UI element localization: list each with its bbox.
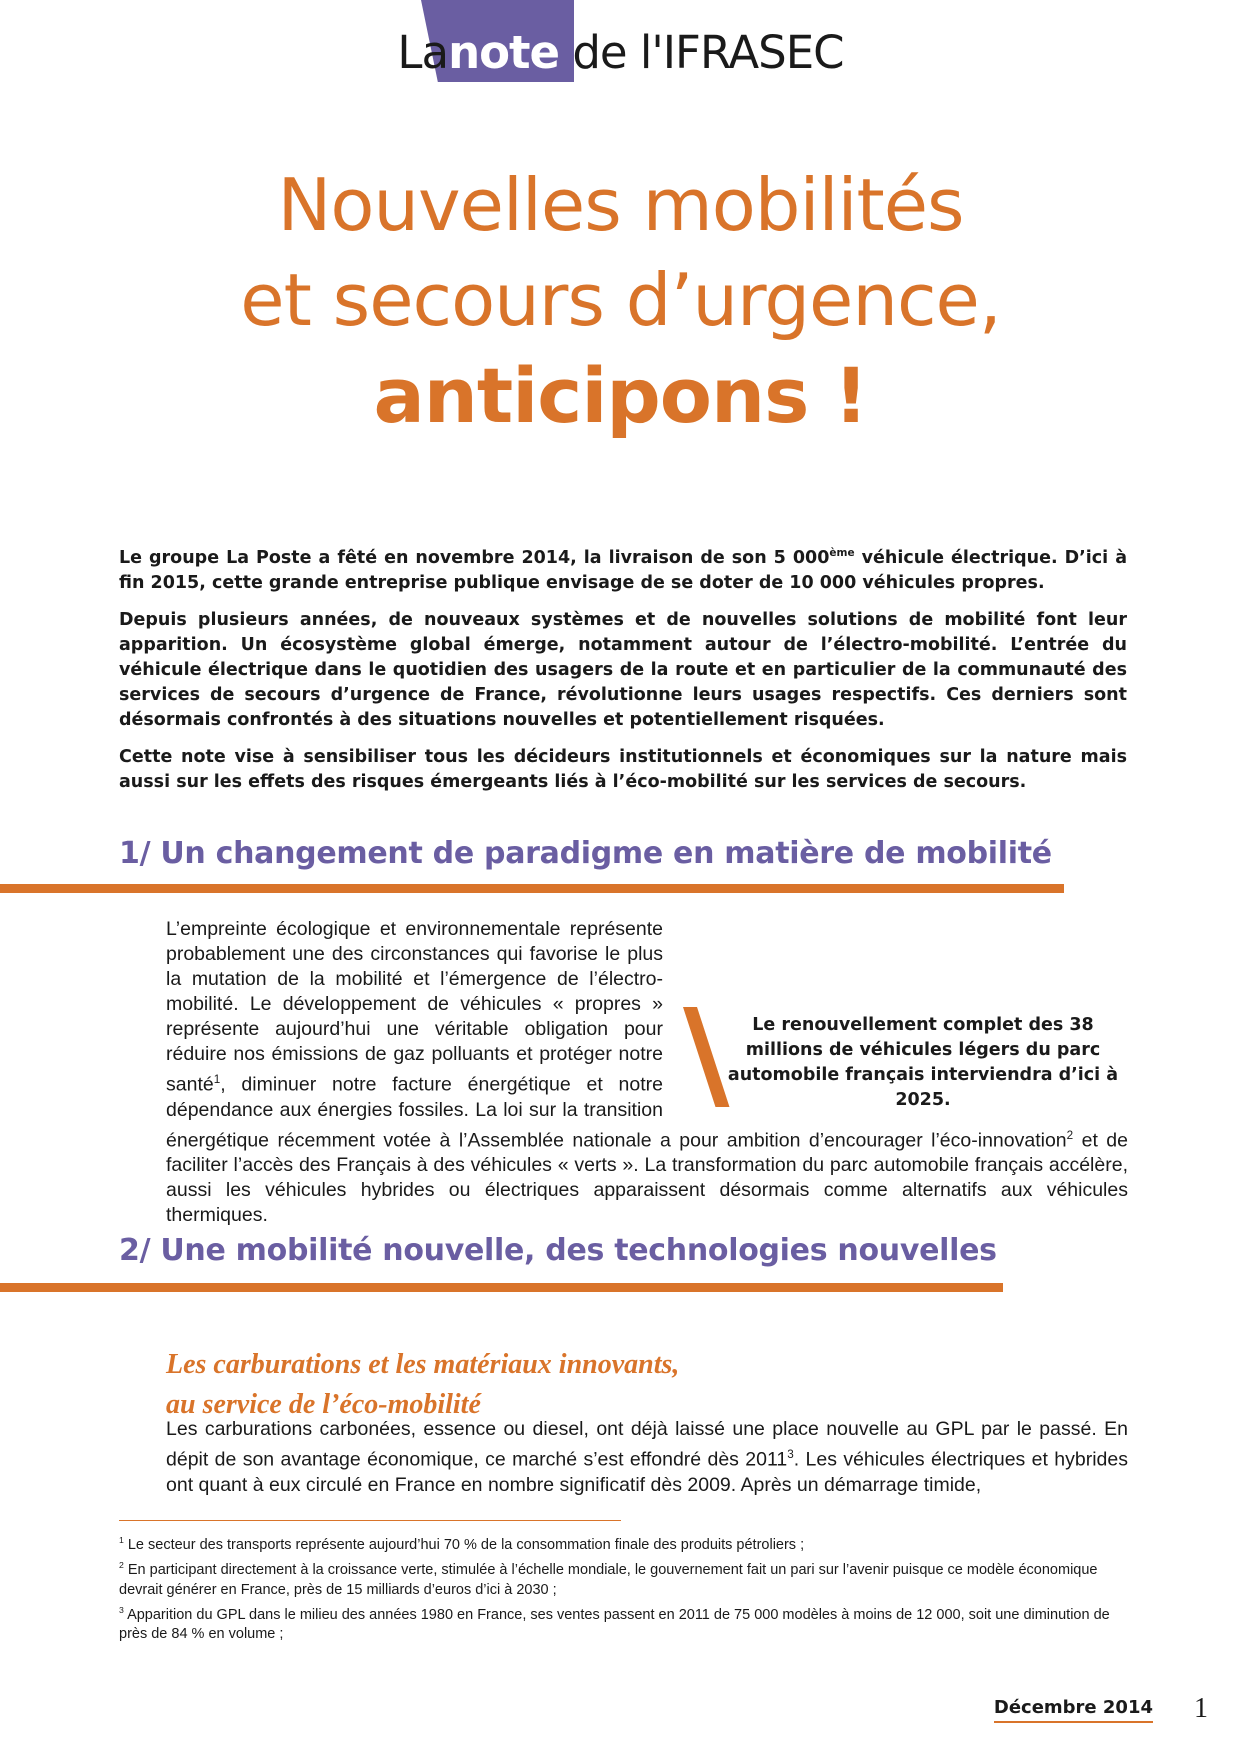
footnote-2-num: 2	[119, 1559, 124, 1570]
pullquote-text: Le renouvellement complet des 38 millions de véhicules légers du parc automobile français interviendra d’ici à 2025.	[727, 1015, 1119, 1110]
masthead	[0, 0, 1241, 90]
subheading-line-2: au service de l’éco-mobilité	[166, 1389, 481, 1420]
footnote-ref-1: 1	[213, 1073, 221, 1086]
page-number: 1	[1194, 1693, 1208, 1724]
footer-date	[994, 1697, 1153, 1718]
pullquote	[683, 1007, 1128, 1110]
intro-paragraph-2: Depuis plusieurs années, de nouveaux systèmes et de nouvelles solutions de mobilité font leur apparition. Un écosystème global émerge, notamment autour de l’électro-mobilité. L’entrée du véhicule électrique dans le quotidien des usagers de la route et en particulier de la communauté des services de secours d’urgence de France, révolutionne leurs usages respectifs. Ces derniers sont désormais confrontés à des situations nouvelles et potentiellement risquées.	[119, 609, 1127, 730]
footnote-3-num: 3	[119, 1604, 124, 1615]
section-2-body	[166, 1417, 1128, 1498]
intro-paragraph-1	[119, 541, 1127, 596]
title-line-1: Nouvelles mobilités	[277, 163, 964, 247]
masthead-title	[0, 26, 1241, 79]
masthead-suffix: de l'IFRASEC	[572, 26, 844, 79]
title-line-3: anticipons !	[373, 351, 868, 440]
section-2-rule	[0, 1283, 1003, 1292]
footnote-ref-2: 2	[1066, 1128, 1074, 1142]
footnotes	[119, 1530, 1127, 1644]
title-line-2: et secours d’urgence,	[240, 258, 1001, 342]
masthead-prefix: La	[397, 26, 449, 79]
s2-text-a: Les carburations carbonées, essence ou diesel, ont déjà laissé une place nouvelle au GPL par le passé. En dépit de son avantage économique, ce marché s’est effondré dès 2011	[166, 1418, 1128, 1471]
intro-p1-b: véhicule électrique. D’ici à fin 2015, cette grande entreprise publique envisage de se doter de 10 000 véhicules propres.	[119, 547, 1127, 593]
intro	[119, 541, 1127, 807]
section-1-rule	[0, 884, 1064, 893]
section-1-body	[166, 917, 1128, 1228]
intro-p1-sup: ème	[829, 547, 855, 559]
footnote-2-text: En participant directement à la croissance verte, stimulée à l’échelle mondiale, le gouvernement fait un pari sur l’avenir puisque ce modèle économique devrait générer en France, près de 15 milliards d’euros d’ici à 2030 ;	[119, 1561, 1098, 1598]
s2-text-b: . Les véhicules électriques et hybrides ont quant à eux circulé en France en nombre significatif dès 2009. Après un démarrage timide,	[166, 1448, 1128, 1496]
subheading-line-1: Les carburations et les matériaux innovants,	[166, 1349, 680, 1380]
section-2-heading: 2/ Une mobilité nouvelle, des technologies nouvelles	[119, 1233, 997, 1268]
masthead-highlight: note	[448, 26, 560, 79]
footer-date-text: Décembre 2014	[993, 1697, 1153, 1718]
footnote-3	[119, 1600, 1127, 1645]
section-1-heading: 1/ Un changement de paradigme en matière de mobilité	[119, 836, 1052, 871]
footnote-ref-3: 3	[787, 1448, 794, 1461]
footnote-2	[119, 1555, 1127, 1600]
intro-paragraph-3: Cette note vise à sensibiliser tous les décideurs institutionnels et économiques sur la nature mais aussi sur les effets des risques émergeants liés à l’éco-mobilité sur les services de secours.	[119, 746, 1127, 792]
page-title	[0, 158, 1241, 443]
s1-text-c: et de faciliter l’accès des Français à des véhicules « verts ». La transformation du parc automobile français accélère, aussi les véhicules hybrides ou électriques apparaissent désormais comme alternatifs aux véhicules thermiques.	[166, 1129, 1128, 1226]
footnote-1-num: 1	[119, 1535, 124, 1545]
s1-text-b: , diminuer notre facture énergétique et notre dépendance aux énergies fossiles. La loi sur la transition énergétique récemment votée à l’Assemblée nationale a pour ambition d’encourager l’éco-innovation	[166, 1073, 1067, 1151]
footer-date-underline	[994, 1721, 1153, 1723]
footnote-3-text: Apparition du GPL dans le milieu des années 1980 en France, ses ventes passent en 2011 de 75 000 modèles à moins de 12 000, soit une diminution de près de 84 % en volume ;	[119, 1606, 1110, 1643]
s1-text-a: L’empreinte écologique et environnementale représente probablement une des circonstances qui favorise le plus la mutation de la mobilité et l’émergence de l’électro-mobilité. Le développement de véhicules « propres » représente aujourd’hui une véritable obligation pour réduire nos émissions de gaz polluants et protéger notre santé	[166, 918, 663, 1096]
footnote-rule	[119, 1520, 621, 1521]
footnote-1	[119, 1530, 1127, 1555]
section-2-paragraph	[166, 1417, 1128, 1498]
intro-p1-a: Le groupe La Poste a fêté en novembre 2014, la livraison de son 5 000	[119, 547, 830, 568]
footnote-1-text: Le secteur des transports représente aujourd’hui 70 % de la consommation finale des produits pétroliers ;	[123, 1536, 805, 1553]
section-2-subheading	[166, 1345, 679, 1425]
